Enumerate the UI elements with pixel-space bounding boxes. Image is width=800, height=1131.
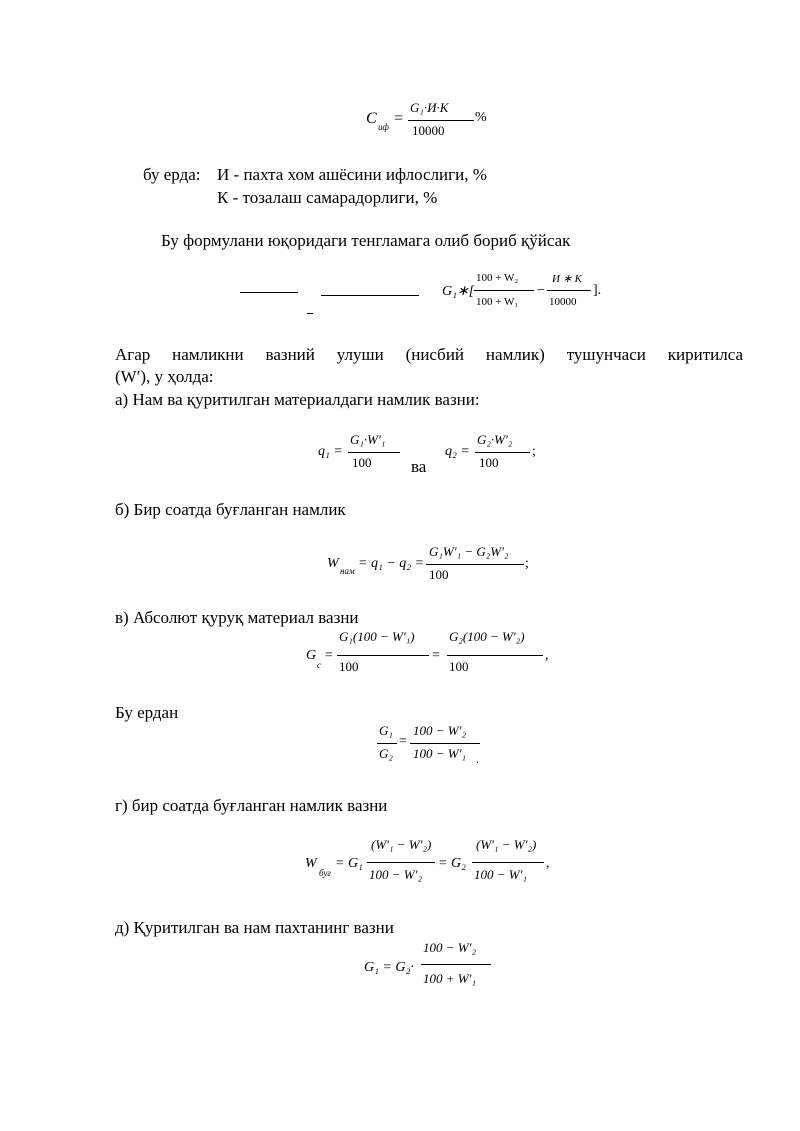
formula-lhs: G bbox=[306, 648, 317, 663]
formula-lhs-sub: буғ bbox=[319, 868, 331, 878]
definition-K: К - тозалаш самарадорлиги, % bbox=[217, 188, 438, 207]
formula-lhs: G₁ = G₂· bbox=[364, 960, 414, 975]
fraction-bar bbox=[410, 743, 480, 744]
formula-numerator: 100 − W′₂ bbox=[423, 940, 476, 955]
formula-numerator: G₂·W′₂ bbox=[477, 432, 513, 447]
formula-lhs: q₂ = bbox=[445, 444, 470, 459]
formula-denominator-a: 100 bbox=[339, 659, 359, 674]
fraction-bar bbox=[547, 290, 591, 291]
item-a: а) Нам ва қуритилган материалдаги намлик вазни: bbox=[115, 390, 480, 409]
formula-tail: ]. bbox=[593, 283, 602, 298]
formula-denominator-b: 100 − W′₁ bbox=[474, 867, 527, 882]
minus-sign: − bbox=[537, 283, 545, 298]
fraction-bar bbox=[408, 120, 474, 121]
item-g: г) бир соатда буғланган намлик вазни bbox=[115, 796, 388, 815]
formula-eq1: = G₁ bbox=[335, 856, 363, 871]
blank-line bbox=[240, 292, 298, 293]
conj-va: ва bbox=[411, 457, 427, 476]
fraction-bar bbox=[337, 655, 429, 656]
blank-dash bbox=[307, 313, 313, 314]
equals-sign: = bbox=[432, 648, 440, 663]
formula-tail: ; bbox=[525, 556, 529, 571]
formula-lhs: q₁ = bbox=[318, 444, 343, 459]
formula-tail: ; bbox=[532, 444, 536, 459]
formula-tail: , bbox=[545, 648, 549, 663]
equals-sign: = bbox=[399, 734, 407, 749]
fraction-bar bbox=[377, 743, 397, 744]
formula-lhs: W bbox=[327, 556, 339, 571]
formula-numerator-a: G₁(100 − W′₁) bbox=[339, 629, 415, 644]
formula-numerator-a: (W′₁ − W′₂) bbox=[371, 837, 432, 852]
fraction-bar bbox=[475, 452, 530, 453]
formula-tail: , bbox=[546, 856, 550, 871]
formula-eq2: = G₂ bbox=[438, 856, 466, 871]
fraction-bar bbox=[447, 655, 543, 656]
item-b: б) Бир соатда буғланган намлик bbox=[115, 500, 346, 519]
formula-numerator-b: (W′₁ − W′₂) bbox=[476, 837, 537, 852]
formula-denominator: 10000 bbox=[412, 123, 445, 138]
formula-denominator-a: 100 + W₁ bbox=[476, 296, 519, 308]
equals-sign: = bbox=[394, 110, 404, 127]
formula-numerator-a: 100 + W₂ bbox=[476, 272, 519, 284]
formula-numerator-b: G₂(100 − W′₂) bbox=[449, 629, 525, 644]
definition-I: И - пахта хом ашёсини ифлослиги, % bbox=[217, 165, 487, 184]
formula-denominator-left: G₂ bbox=[379, 746, 393, 761]
formula-numerator-b: И ∗ K bbox=[552, 273, 582, 285]
formula-denominator: 100 bbox=[352, 455, 372, 470]
formula-numerator: G₁W′₁ − G₂W′₂ bbox=[429, 544, 509, 559]
formula-lhs: G₁∗[ bbox=[442, 284, 475, 299]
formula-denominator: 100 bbox=[429, 567, 449, 582]
formula-numerator: G₁·И·K bbox=[410, 100, 449, 115]
formula-denominator-b: 100 bbox=[449, 659, 469, 674]
blank-line bbox=[321, 295, 419, 296]
formula-numerator-left: G₁ bbox=[379, 723, 393, 738]
intro-where: бу ерда: bbox=[143, 165, 201, 184]
formula-denominator-b: 10000 bbox=[549, 296, 577, 308]
substitute-sentence: Бу формулани юқоридаги тенгламага олиб бориб қўйсак bbox=[161, 231, 571, 250]
item-d: д) Қуритилган ва нам пахтанинг вазни bbox=[115, 918, 394, 937]
formula-lhs-sub: иф bbox=[378, 122, 389, 132]
formula-tail: % bbox=[475, 110, 487, 125]
fraction-bar bbox=[474, 290, 534, 291]
formula-lhs: W bbox=[305, 856, 317, 871]
fraction-bar bbox=[348, 452, 400, 453]
fraction-bar bbox=[421, 964, 491, 965]
formula-lhs-sub: c bbox=[317, 660, 321, 670]
from-here: Бу ердан bbox=[115, 703, 179, 722]
moisture-intro-2: (W′), у ҳолда: bbox=[115, 367, 214, 386]
formula-numerator: G₁·W′₁ bbox=[350, 432, 386, 447]
formula-denominator: 100 bbox=[479, 455, 499, 470]
formula-lhs: C bbox=[366, 110, 377, 127]
moisture-intro: Агар намликни вазний улуши (нисбий намлик) тушунчаси киритилса bbox=[115, 345, 743, 364]
item-v: в) Абсолют қуруқ материал вазни bbox=[115, 608, 359, 627]
formula-mid: = q₁ − q₂ = bbox=[358, 556, 425, 571]
formula-lhs-sub: нам bbox=[340, 566, 355, 576]
formula-tail: . bbox=[476, 752, 479, 766]
formula-denominator: 100 + W′₁ bbox=[423, 971, 476, 986]
formula-numerator-right: 100 − W′₂ bbox=[413, 723, 466, 738]
fraction-bar bbox=[367, 862, 435, 863]
equals-sign: = bbox=[325, 648, 333, 663]
formula-denominator-right: 100 − W′₁ bbox=[413, 746, 466, 761]
fraction-bar bbox=[426, 564, 524, 565]
fraction-bar bbox=[472, 862, 544, 863]
formula-denominator-a: 100 − W′₂ bbox=[369, 867, 422, 882]
